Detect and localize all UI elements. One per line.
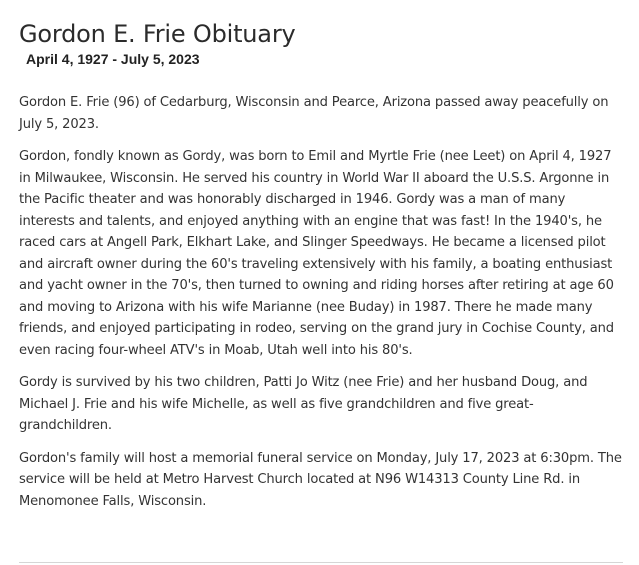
obituary-paragraph-survivors: Gordy is survived by his two children, Patti Jo Witz (nee Frie) and her husband Doug, and Michael J. Frie and his wife Michelle, as well as five grandchildren and five great-grandchildren. xyxy=(19,375,588,433)
obituary-body xyxy=(19,92,623,523)
life-dates: April 4, 1927 - July 5, 2023 xyxy=(26,51,200,67)
bottom-divider xyxy=(19,562,623,563)
obituary-paragraph-intro: Gordon E. Frie (96) of Cedarburg, Wisconsin and Pearce, Arizona passed away peacefully on July 5, 2023. xyxy=(19,95,609,132)
obituary-paragraph-biography: Gordon, fondly known as Gordy, was born to Emil and Myrtle Frie (nee Leet) on April 4, 1927 in Milwaukee, Wisconsin. He served his country in World War II aboard the U.S.S. Argonne in the Pacific theater and was honorably discharged in 1946. Gordy was a man of many interests and talents, and enjoyed anything with an engine that was fast! In the 1940's, he raced cars at Angell Park, Elkhart Lake, and Slinger Speedways. He became a licensed pilot and aircraft owner during the 60's traveling extensively with his family, a boating enthusiast and yacht owner in the 70's, then turned to owning and riding horses after retiring at age 60 and moving to Arizona with his wife Marianne (nee Buday) in 1987. There he made many friends, and enjoyed participating in rodeo, serving on the grand jury in Cochise County, and even racing four-wheel ATV's in Moab, Utah well into his 80's. xyxy=(19,149,614,358)
obituary-paragraph-service: Gordon's family will host a memorial funeral service on Monday, July 17, 2023 at 6:30pm. The service will be held at Metro Harvest Church located at N96 W14313 County Line Rd. in Menomonee Falls, Wisconsin. xyxy=(19,450,622,509)
page-title: Gordon E. Frie Obituary xyxy=(19,20,296,48)
